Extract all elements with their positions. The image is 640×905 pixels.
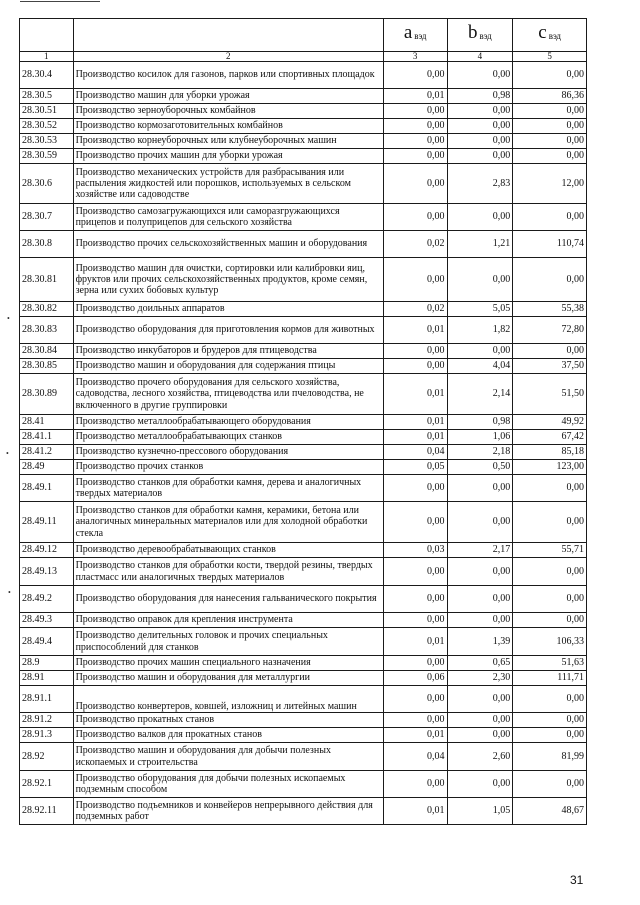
activity-name-cell: Производство механических устройств для разбрасывания или распыления жидкостей или порошков, используемых в сельском хозяйстве или садоводстве [73, 164, 383, 204]
value-a-cell: 0,00 [383, 475, 447, 502]
okved-code-cell: 28.92 [20, 743, 74, 771]
header-c-letter: c [538, 22, 547, 44]
table-row [20, 502, 587, 543]
okved-code-cell: 28.92.1 [20, 771, 74, 798]
header-c-sub: вэд [548, 31, 561, 42]
table-row [20, 543, 587, 558]
value-c-cell: 0,00 [513, 713, 587, 728]
header-a-sub: вэд [414, 31, 427, 42]
value-b-cell: 4,04 [447, 359, 513, 374]
table-row [20, 671, 587, 686]
table-row [20, 743, 587, 771]
value-a-cell: 0,00 [383, 613, 447, 628]
value-a-cell: 0,00 [383, 558, 447, 586]
value-c-cell: 0,00 [513, 613, 587, 628]
value-b-cell: 0,50 [447, 460, 513, 475]
table-row [20, 430, 587, 445]
value-a-cell: 0,00 [383, 686, 447, 713]
table-row [20, 475, 587, 502]
value-b-cell: 0,00 [447, 475, 513, 502]
okved-code-cell: 28.30.83 [20, 317, 74, 344]
okved-code-cell: 28.49.13 [20, 558, 74, 586]
value-b-cell: 0,00 [447, 771, 513, 798]
value-c-cell: 85,18 [513, 445, 587, 460]
value-a-cell: 0,04 [383, 743, 447, 771]
header-c-cell [513, 19, 587, 52]
value-a-cell: 0,01 [383, 798, 447, 825]
okved-code-cell: 28.30.51 [20, 104, 74, 119]
okved-code-cell: 28.49.1 [20, 475, 74, 502]
value-c-cell: 48,67 [513, 798, 587, 825]
value-c-cell: 0,00 [513, 771, 587, 798]
column-number: 1 [20, 52, 74, 62]
activity-name-cell: Производство кормозаготовительных комбайнов [73, 119, 383, 134]
okved-code-cell: 28.9 [20, 656, 74, 671]
activity-name-cell: Производство прочих сельскохозяйственных машин и оборудования [73, 231, 383, 258]
value-b-cell: 0,00 [447, 613, 513, 628]
table-row [20, 89, 587, 104]
value-a-cell: 0,01 [383, 728, 447, 743]
coefficients-table [19, 18, 587, 825]
header-row [20, 19, 587, 52]
activity-name-cell: Производство станков для обработки камня, дерева и аналогичных твердых материалов [73, 475, 383, 502]
value-b-cell: 1,82 [447, 317, 513, 344]
value-c-cell: 0,00 [513, 586, 587, 613]
value-b-cell: 0,00 [447, 104, 513, 119]
value-c-cell: 110,74 [513, 231, 587, 258]
value-b-cell: 1,39 [447, 628, 513, 656]
okved-code-cell: 28.49.11 [20, 502, 74, 543]
table-row [20, 445, 587, 460]
table-row [20, 613, 587, 628]
value-a-cell: 0,00 [383, 771, 447, 798]
activity-name-cell: Производство зерноуборочных комбайнов [73, 104, 383, 119]
okved-code-cell: 28.49.4 [20, 628, 74, 656]
value-c-cell: 72,80 [513, 317, 587, 344]
table-row [20, 119, 587, 134]
value-c-cell: 37,50 [513, 359, 587, 374]
value-a-cell: 0,00 [383, 502, 447, 543]
activity-name-cell: Производство делительных головок и прочих специальных приспособлений для станков [73, 628, 383, 656]
value-c-cell: 0,00 [513, 104, 587, 119]
table-row [20, 344, 587, 359]
value-b-cell: 2,60 [447, 743, 513, 771]
okved-code-cell: 28.30.82 [20, 302, 74, 317]
value-a-cell: 0,01 [383, 317, 447, 344]
activity-name-cell: Производство прочих станков [73, 460, 383, 475]
value-c-cell: 0,00 [513, 728, 587, 743]
column-numbers-row [20, 52, 587, 62]
value-a-cell: 0,00 [383, 586, 447, 613]
okved-code-cell: 28.30.59 [20, 149, 74, 164]
value-c-cell: 0,00 [513, 204, 587, 231]
column-number: 5 [513, 52, 587, 62]
value-c-cell: 111,71 [513, 671, 587, 686]
value-c-cell: 49,92 [513, 415, 587, 430]
value-b-cell: 0,00 [447, 204, 513, 231]
okved-code-cell: 28.91 [20, 671, 74, 686]
value-a-cell: 0,03 [383, 543, 447, 558]
table-row [20, 586, 587, 613]
okved-code-cell: 28.49.12 [20, 543, 74, 558]
activity-name-cell: Производство подъемников и конвейеров непрерывного действия для подземных работ [73, 798, 383, 825]
value-b-cell: 0,00 [447, 62, 513, 89]
okved-code-cell: 28.30.84 [20, 344, 74, 359]
page-number: 31 [570, 873, 584, 887]
activity-name-cell: Производство металлообрабатывающего оборудования [73, 415, 383, 430]
activity-name-cell: Производство корнеуборочных или клубнеуборочных машин [73, 134, 383, 149]
value-a-cell: 0,00 [383, 258, 447, 302]
activity-name-cell: Производство станков для обработки кости, твердой резины, твердых пластмасс или аналогичных твердых материалов [73, 558, 383, 586]
header-b-sub: вэд [479, 31, 492, 42]
value-c-cell: 67,42 [513, 430, 587, 445]
value-a-cell: 0,00 [383, 134, 447, 149]
table-row [20, 798, 587, 825]
value-a-cell: 0,00 [383, 104, 447, 119]
activity-name-cell: Производство самозагружающихся или саморазгружающихся прицепов и полуприцепов для сельского хозяйства [73, 204, 383, 231]
value-b-cell: 2,14 [447, 374, 513, 415]
header-a-letter: a [403, 22, 413, 44]
activity-name-cell: Производство прочего оборудования для сельского хозяйства, садоводства, лесного хозяйства, птицеводства или пчеловодства, не включенного в другие группировки [73, 374, 383, 415]
header-code-cell [20, 19, 74, 52]
value-b-cell: 1,05 [447, 798, 513, 825]
value-c-cell: 51,50 [513, 374, 587, 415]
activity-name-cell: Производство инкубаторов и брудеров для птицеводства [73, 344, 383, 359]
column-number: 2 [73, 52, 383, 62]
activity-name-cell: Производство машин и оборудования для металлургии [73, 671, 383, 686]
value-b-cell: 0,00 [447, 728, 513, 743]
activity-name-cell: Производство машин и оборудования для добычи полезных ископаемых и строительства [73, 743, 383, 771]
margin-mark: • [7, 314, 10, 323]
value-a-cell: 0,01 [383, 415, 447, 430]
activity-name-cell: Производство машин для очистки, сортировки или калибровки яиц, фруктов или прочих сельскохозяйственных продуктов, кроме семян, зерна или сухих бобовых культур [73, 258, 383, 302]
table-row [20, 415, 587, 430]
table-row [20, 231, 587, 258]
value-b-cell: 0,00 [447, 149, 513, 164]
value-c-cell: 51,63 [513, 656, 587, 671]
okved-code-cell: 28.41 [20, 415, 74, 430]
activity-name-cell: Производство валков для прокатных станов [73, 728, 383, 743]
okved-code-cell: 28.30.6 [20, 164, 74, 204]
activity-name-cell: Производство оправок для крепления инструмента [73, 613, 383, 628]
table-row [20, 359, 587, 374]
okved-code-cell: 28.30.8 [20, 231, 74, 258]
okved-code-cell: 28.30.81 [20, 258, 74, 302]
header-name-cell [73, 19, 383, 52]
table-row [20, 302, 587, 317]
activity-name-cell: Производство прочих машин специального назначения [73, 656, 383, 671]
top-rule [20, 1, 100, 2]
value-a-cell: 0,01 [383, 89, 447, 104]
value-b-cell: 0,00 [447, 344, 513, 359]
value-c-cell: 81,99 [513, 743, 587, 771]
value-b-cell: 2,83 [447, 164, 513, 204]
value-a-cell: 0,00 [383, 359, 447, 374]
activity-name-cell: Производство косилок для газонов, парков или спортивных площадок [73, 62, 383, 89]
value-b-cell: 2,18 [447, 445, 513, 460]
value-c-cell: 0,00 [513, 558, 587, 586]
value-b-cell: 2,30 [447, 671, 513, 686]
value-b-cell: 1,06 [447, 430, 513, 445]
value-b-cell: 0,00 [447, 502, 513, 543]
value-b-cell: 0,00 [447, 686, 513, 713]
okved-code-cell: 28.30.89 [20, 374, 74, 415]
value-a-cell: 0,00 [383, 656, 447, 671]
table-row [20, 317, 587, 344]
value-b-cell: 0,65 [447, 656, 513, 671]
activity-name-cell: Производство доильных аппаратов [73, 302, 383, 317]
okved-code-cell: 28.91.1 [20, 686, 74, 713]
value-a-cell: 0,00 [383, 62, 447, 89]
value-c-cell: 12,00 [513, 164, 587, 204]
value-b-cell: 0,00 [447, 713, 513, 728]
table-row [20, 104, 587, 119]
okved-code-cell: 28.30.53 [20, 134, 74, 149]
value-c-cell: 0,00 [513, 149, 587, 164]
table-row [20, 713, 587, 728]
table-row [20, 149, 587, 164]
value-b-cell: 0,00 [447, 119, 513, 134]
value-b-cell: 1,21 [447, 231, 513, 258]
value-c-cell: 0,00 [513, 62, 587, 89]
value-a-cell: 0,05 [383, 460, 447, 475]
okved-code-cell: 28.92.11 [20, 798, 74, 825]
value-a-cell: 0,01 [383, 374, 447, 415]
value-c-cell: 0,00 [513, 686, 587, 713]
value-b-cell: 0,98 [447, 415, 513, 430]
value-a-cell: 0,00 [383, 713, 447, 728]
value-a-cell: 0,00 [383, 204, 447, 231]
value-c-cell: 55,38 [513, 302, 587, 317]
value-c-cell: 55,71 [513, 543, 587, 558]
activity-name-cell: Производство оборудования для добычи полезных ископаемых подземным способом [73, 771, 383, 798]
table-row [20, 164, 587, 204]
column-number: 3 [383, 52, 447, 62]
table-row [20, 686, 587, 713]
value-a-cell: 0,01 [383, 628, 447, 656]
value-c-cell: 0,00 [513, 134, 587, 149]
activity-name-cell: Производство станков для обработки камня, керамики, бетона или аналогичных минеральных материалов или для холодной обработки стекла [73, 502, 383, 543]
table-row [20, 374, 587, 415]
okved-code-cell: 28.91.3 [20, 728, 74, 743]
header-b-cell [447, 19, 513, 52]
activity-name-cell: Производство прокатных станов [73, 713, 383, 728]
activity-name-cell: Производство оборудования для приготовления кормов для животных [73, 317, 383, 344]
column-number: 4 [447, 52, 513, 62]
activity-name-cell: Производство конвертеров, ковшей, изложниц и литейных машин [73, 686, 383, 713]
value-c-cell: 0,00 [513, 119, 587, 134]
okved-code-cell: 28.30.52 [20, 119, 74, 134]
value-b-cell: 0,00 [447, 558, 513, 586]
okved-code-cell: 28.30.4 [20, 62, 74, 89]
value-c-cell: 106,33 [513, 628, 587, 656]
value-a-cell: 0,00 [383, 164, 447, 204]
okved-code-cell: 28.91.2 [20, 713, 74, 728]
okved-code-cell: 28.49.3 [20, 613, 74, 628]
activity-name-cell: Производство металлообрабатывающих станков [73, 430, 383, 445]
activity-name-cell: Производство прочих машин для уборки урожая [73, 149, 383, 164]
value-b-cell: 0,00 [447, 586, 513, 613]
value-a-cell: 0,06 [383, 671, 447, 686]
table-row [20, 628, 587, 656]
okved-code-cell: 28.41.2 [20, 445, 74, 460]
value-a-cell: 0,00 [383, 119, 447, 134]
value-a-cell: 0,02 [383, 302, 447, 317]
table-row [20, 62, 587, 89]
okved-code-cell: 28.49 [20, 460, 74, 475]
value-a-cell: 0,04 [383, 445, 447, 460]
header-b-letter: b [467, 22, 478, 44]
header-a-cell [383, 19, 447, 52]
value-a-cell: 0,00 [383, 344, 447, 359]
value-c-cell: 0,00 [513, 258, 587, 302]
value-c-cell: 0,00 [513, 502, 587, 543]
value-a-cell: 0,01 [383, 430, 447, 445]
activity-name-cell: Производство машин для уборки урожая [73, 89, 383, 104]
okved-code-cell: 28.41.1 [20, 430, 74, 445]
value-c-cell: 0,00 [513, 475, 587, 502]
table-row [20, 656, 587, 671]
margin-mark: • [6, 449, 9, 458]
table-row [20, 728, 587, 743]
value-b-cell: 0,00 [447, 134, 513, 149]
margin-mark: • [8, 588, 11, 597]
value-b-cell: 5,05 [447, 302, 513, 317]
table-row [20, 204, 587, 231]
table-row [20, 771, 587, 798]
okved-code-cell: 28.30.85 [20, 359, 74, 374]
activity-name-cell: Производство машин и оборудования для содержания птицы [73, 359, 383, 374]
table-row [20, 134, 587, 149]
okved-code-cell: 28.30.5 [20, 89, 74, 104]
value-c-cell: 86,36 [513, 89, 587, 104]
table-row [20, 558, 587, 586]
value-a-cell: 0,02 [383, 231, 447, 258]
table-row [20, 258, 587, 302]
value-b-cell: 0,98 [447, 89, 513, 104]
value-b-cell: 2,17 [447, 543, 513, 558]
value-b-cell: 0,00 [447, 258, 513, 302]
value-a-cell: 0,00 [383, 149, 447, 164]
okved-code-cell: 28.49.2 [20, 586, 74, 613]
okved-code-cell: 28.30.7 [20, 204, 74, 231]
activity-name-cell: Производство деревообрабатывающих станков [73, 543, 383, 558]
value-c-cell: 123,00 [513, 460, 587, 475]
activity-name-cell: Производство кузнечно-прессового оборудования [73, 445, 383, 460]
activity-name-cell: Производство оборудования для нанесения гальванического покрытия [73, 586, 383, 613]
value-c-cell: 0,00 [513, 344, 587, 359]
table-row [20, 460, 587, 475]
